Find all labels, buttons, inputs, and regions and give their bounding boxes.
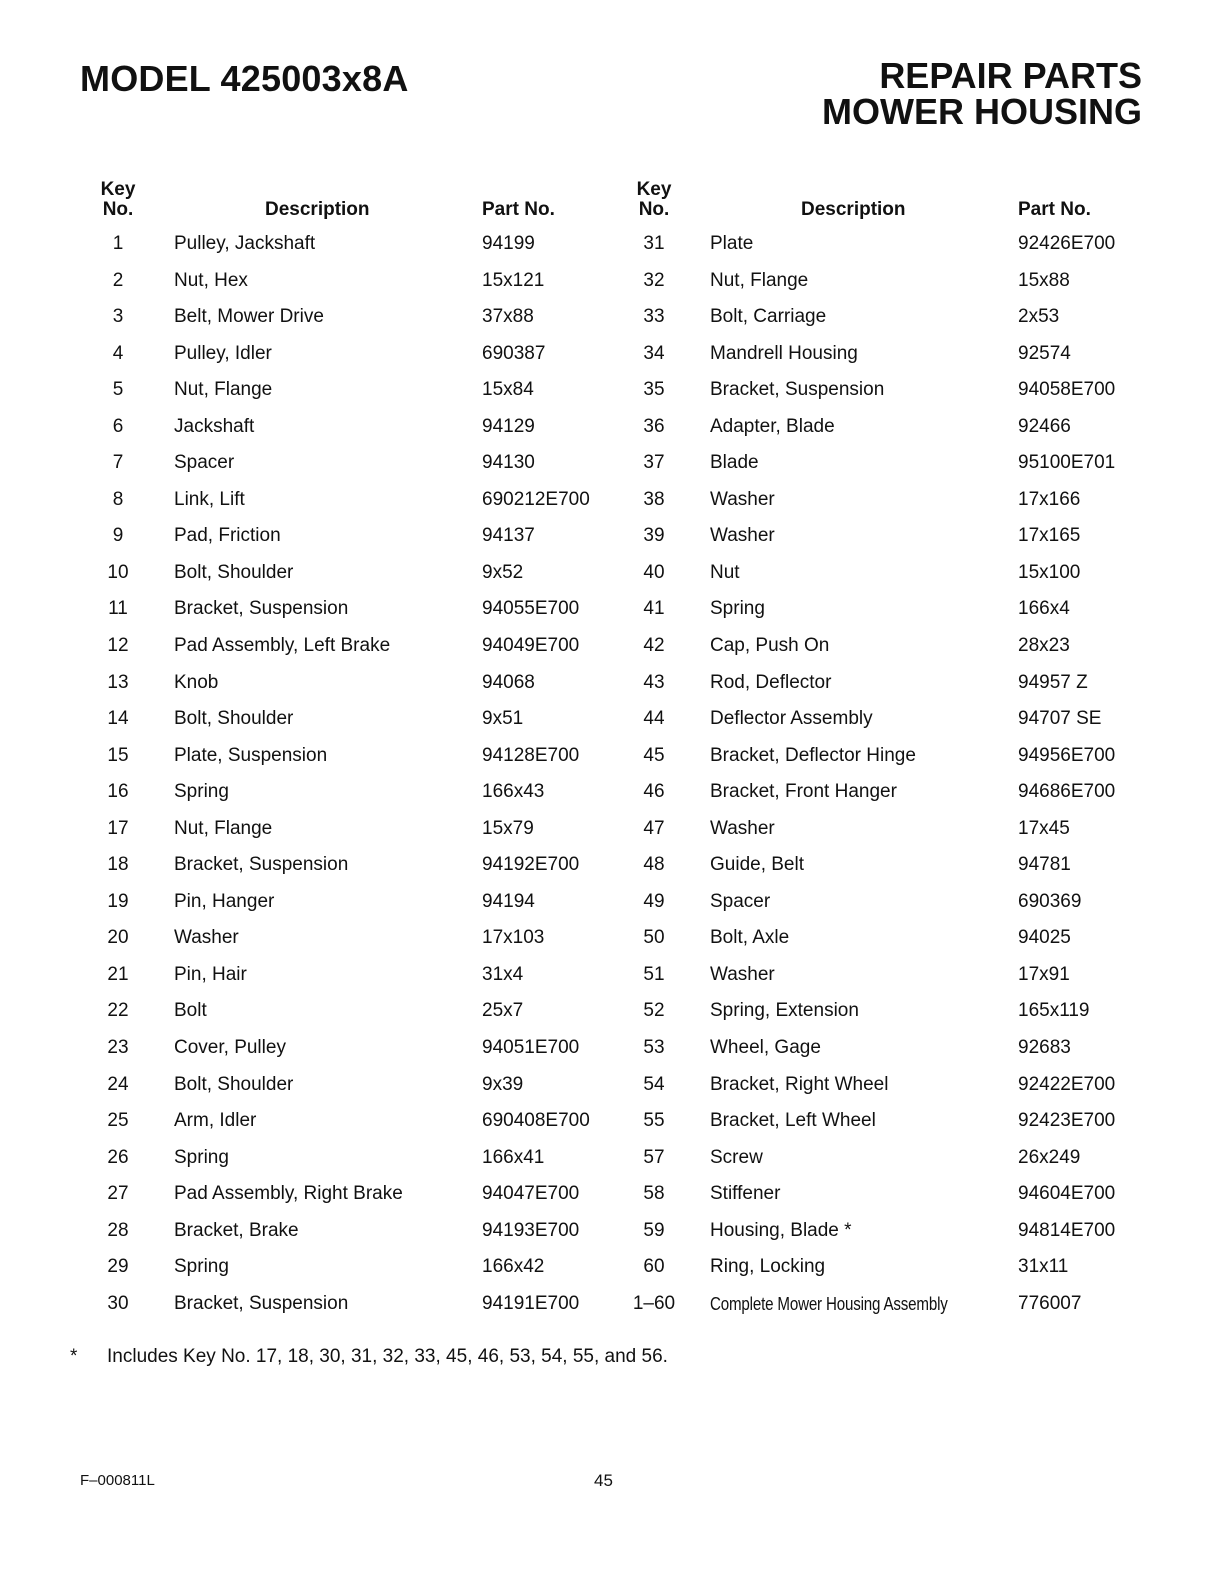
part-description: Wheel, Gage (710, 1037, 821, 1059)
parts-row (88, 740, 628, 777)
part-description: Cap, Push On (710, 635, 830, 657)
part-number: 25x7 (482, 1000, 524, 1022)
key-number: 47 (643, 817, 665, 839)
key-number: 16 (107, 781, 129, 803)
part-description: Nut, Flange (174, 817, 273, 839)
part-description: Bolt, Shoulder (174, 1073, 294, 1095)
part-number: 17x166 (1018, 488, 1081, 510)
key-number: 20 (107, 927, 129, 949)
left-parts-list (88, 228, 628, 1324)
part-number: 17x45 (1018, 817, 1070, 839)
part-description: Bolt (174, 1000, 207, 1022)
parts-row (88, 849, 628, 886)
part-number: 92422E700 (1018, 1073, 1116, 1095)
right-key-header (624, 180, 684, 220)
parts-row (88, 593, 628, 630)
part-number: 92574 (1018, 342, 1071, 364)
parts-row (88, 411, 628, 448)
part-number: 92683 (1018, 1037, 1071, 1059)
part-number: 94130 (482, 452, 535, 474)
key-number: 17 (107, 817, 129, 839)
parts-row (88, 959, 628, 996)
key-number: 8 (112, 488, 124, 510)
part-number: 31x4 (482, 963, 524, 985)
part-number: 166x43 (482, 781, 545, 803)
key-number: 40 (643, 561, 665, 583)
parts-row (624, 1105, 1164, 1142)
key-number: 34 (643, 342, 665, 364)
parts-row (624, 813, 1164, 850)
parts-row (88, 557, 628, 594)
parts-row (88, 1032, 628, 1069)
key-number: 41 (643, 598, 665, 620)
part-number: 28x23 (1018, 635, 1070, 657)
part-number: 9x39 (482, 1073, 524, 1095)
part-description: Spring (174, 1146, 229, 1168)
key-number: 3 (112, 306, 124, 328)
parts-row (624, 776, 1164, 813)
part-description: Pin, Hair (174, 963, 247, 985)
part-description: Plate (710, 233, 754, 254)
key-number: 6 (112, 415, 124, 437)
left-key-header-line2: No. (102, 199, 134, 220)
parts-row (624, 228, 1164, 265)
footnote-marker: * (70, 1346, 78, 1367)
parts-row (624, 667, 1164, 704)
part-description: Spacer (710, 890, 771, 912)
part-description: Spring, Extension (710, 1000, 859, 1022)
key-number: 2 (112, 269, 124, 291)
parts-row (88, 667, 628, 704)
key-number: 57 (643, 1146, 665, 1168)
part-description: Pulley, Idler (174, 342, 272, 364)
part-description: Spring (174, 781, 229, 803)
section-title-line1: REPAIR PARTS (879, 55, 1142, 96)
key-number: 31 (643, 233, 665, 254)
part-description: Ring, Locking (710, 1256, 826, 1278)
part-description: Spring (174, 1256, 229, 1278)
key-number: 1–60 (632, 1292, 676, 1314)
right-description-header: Description (801, 199, 906, 220)
part-number: 37x88 (482, 306, 534, 328)
key-number: 36 (643, 415, 665, 437)
right-parts-list (624, 228, 1164, 1324)
part-number: 690369 (1018, 890, 1082, 912)
part-number: 94068 (482, 671, 535, 693)
parts-row (88, 1178, 628, 1215)
part-number: 94956E700 (1018, 744, 1116, 766)
part-description: Jackshaft (174, 415, 255, 437)
part-number: 17x165 (1018, 525, 1081, 547)
page-number: 45 (594, 1471, 613, 1490)
part-number: 92426E700 (1018, 233, 1116, 254)
part-description: Bracket, Suspension (174, 854, 349, 876)
key-number: 39 (643, 525, 665, 547)
part-description: Washer (710, 817, 775, 839)
parts-row (88, 703, 628, 740)
parts-row (624, 374, 1164, 411)
parts-row (624, 447, 1164, 484)
key-number: 27 (107, 1183, 129, 1205)
part-number: 94047E700 (482, 1183, 580, 1205)
model-title: MODEL 425003x8A (80, 58, 409, 99)
parts-row (624, 484, 1164, 521)
part-description: Deflector Assembly (710, 708, 873, 730)
left-key-header (88, 180, 148, 220)
section-title-line2: MOWER HOUSING (822, 91, 1142, 132)
parts-row (88, 922, 628, 959)
part-number: 94129 (482, 415, 535, 437)
key-number: 45 (643, 744, 665, 766)
key-number: 5 (112, 379, 124, 401)
part-number: 94137 (482, 525, 535, 547)
key-number: 30 (107, 1292, 129, 1314)
key-number: 24 (107, 1073, 129, 1095)
part-description: Pin, Hanger (174, 890, 275, 912)
parts-row (624, 740, 1164, 777)
part-number: 92423E700 (1018, 1110, 1116, 1132)
part-number: 9x51 (482, 708, 524, 730)
part-number: 94128E700 (482, 744, 580, 766)
part-description: Complete Mower Housing Assembly (710, 1293, 948, 1314)
key-number: 58 (643, 1183, 665, 1205)
part-description: Housing, Blade * (710, 1219, 852, 1241)
part-description: Blade (710, 452, 759, 474)
parts-row (88, 1069, 628, 1106)
parts-row (88, 520, 628, 557)
parts-row (88, 338, 628, 375)
right-part-no-header: Part No. (1018, 199, 1091, 220)
key-number: 53 (643, 1037, 665, 1059)
part-description: Nut, Flange (174, 379, 273, 401)
form-id: F–000811L (80, 1472, 155, 1489)
key-number: 4 (112, 342, 124, 364)
part-number: 94193E700 (482, 1219, 580, 1241)
part-description: Knob (174, 671, 219, 693)
part-number: 94604E700 (1018, 1183, 1116, 1205)
part-number: 94191E700 (482, 1292, 580, 1314)
parts-row (624, 1178, 1164, 1215)
right-key-header-line1: Key (636, 179, 672, 200)
part-description: Bolt, Shoulder (174, 561, 294, 583)
parts-row (624, 557, 1164, 594)
part-number: 15x88 (1018, 269, 1070, 291)
part-description: Bracket, Suspension (174, 1292, 349, 1314)
part-number: 15x84 (482, 379, 534, 401)
parts-row (88, 374, 628, 411)
part-number: 94194 (482, 890, 535, 912)
part-number: 94814E700 (1018, 1219, 1116, 1241)
key-number: 38 (643, 488, 665, 510)
part-description: Bolt, Carriage (710, 306, 827, 328)
key-number: 32 (643, 269, 665, 291)
part-number: 166x41 (482, 1146, 545, 1168)
part-number: 166x42 (482, 1256, 545, 1278)
part-description: Nut (710, 561, 740, 583)
parts-row (624, 1142, 1164, 1179)
part-description: Washer (710, 963, 775, 985)
parts-row (88, 1215, 628, 1252)
parts-row (88, 1288, 628, 1325)
part-number: 17x103 (482, 927, 545, 949)
parts-row (624, 703, 1164, 740)
key-number: 52 (643, 1000, 665, 1022)
part-description: Bracket, Front Hanger (710, 781, 897, 803)
key-number: 11 (108, 598, 128, 620)
parts-row (624, 265, 1164, 302)
part-number: 94055E700 (482, 598, 580, 620)
part-number: 95100E701 (1018, 452, 1116, 474)
key-number: 44 (643, 708, 665, 730)
parts-row (624, 886, 1164, 923)
part-description: Washer (710, 488, 775, 510)
parts-row (88, 1105, 628, 1142)
key-number: 35 (643, 379, 665, 401)
key-number: 50 (643, 927, 665, 949)
part-number: 690387 (482, 342, 546, 364)
parts-row (88, 1251, 628, 1288)
part-description: Bracket, Left Wheel (710, 1110, 876, 1132)
parts-row (88, 995, 628, 1032)
parts-row (88, 265, 628, 302)
part-number: 94192E700 (482, 854, 580, 876)
parts-row (624, 849, 1164, 886)
part-number: 26x249 (1018, 1146, 1081, 1168)
part-description: Bracket, Brake (174, 1219, 299, 1241)
part-description: Pad Assembly, Left Brake (174, 635, 391, 657)
part-description: Spacer (174, 452, 235, 474)
part-number: 94049E700 (482, 635, 580, 657)
parts-row (624, 411, 1164, 448)
part-description: Link, Lift (174, 488, 245, 510)
part-description: Adapter, Blade (710, 415, 835, 437)
parts-row (624, 1032, 1164, 1069)
key-number: 55 (643, 1110, 665, 1132)
left-part-no-header: Part No. (482, 199, 555, 220)
part-number: 94058E700 (1018, 379, 1116, 401)
key-number: 54 (643, 1073, 665, 1095)
part-number: 166x4 (1018, 598, 1070, 620)
key-number: 9 (112, 525, 124, 547)
part-description: Stiffener (710, 1183, 781, 1205)
right-key-header-line2: No. (638, 199, 670, 220)
key-number: 10 (107, 561, 129, 583)
part-number: 17x91 (1018, 963, 1070, 985)
parts-row (88, 776, 628, 813)
key-number: 7 (112, 452, 124, 474)
part-description: Washer (710, 525, 775, 547)
part-number: 776007 (1018, 1292, 1082, 1314)
key-number: 42 (643, 635, 665, 657)
key-number: 46 (643, 781, 665, 803)
part-number: 15x79 (482, 817, 534, 839)
key-number: 29 (107, 1256, 129, 1278)
key-number: 15 (107, 744, 129, 766)
key-number: 19 (107, 890, 129, 912)
part-description: Screw (710, 1146, 763, 1168)
key-number: 14 (107, 708, 129, 730)
parts-row (88, 447, 628, 484)
key-number: 37 (643, 452, 665, 474)
key-number: 26 (107, 1146, 129, 1168)
key-number: 48 (643, 854, 665, 876)
part-description: Belt, Mower Drive (174, 306, 324, 328)
part-description: Bolt, Shoulder (174, 708, 294, 730)
part-number: 15x100 (1018, 561, 1081, 583)
parts-row (624, 1215, 1164, 1252)
part-description: Mandrell Housing (710, 342, 858, 364)
key-number: 60 (643, 1256, 665, 1278)
parts-row (624, 922, 1164, 959)
left-description-header: Description (265, 199, 370, 220)
key-number: 51 (643, 963, 665, 985)
parts-row (88, 484, 628, 521)
part-number: 9x52 (482, 561, 524, 583)
part-description: Bolt, Axle (710, 927, 790, 949)
parts-row (624, 1288, 1164, 1325)
key-number: 13 (107, 671, 129, 693)
part-number: 94957 Z (1018, 671, 1088, 693)
parts-row (88, 301, 628, 338)
parts-row (88, 228, 628, 265)
part-number: 92466 (1018, 415, 1071, 437)
key-number: 21 (107, 963, 129, 985)
parts-row (88, 886, 628, 923)
part-description: Bracket, Suspension (174, 598, 349, 620)
key-number: 18 (107, 854, 129, 876)
parts-row (624, 630, 1164, 667)
key-number: 28 (107, 1219, 129, 1241)
part-description: Guide, Belt (710, 854, 804, 876)
part-description: Rod, Deflector (710, 671, 832, 693)
part-description: Bracket, Suspension (710, 379, 885, 401)
part-number: 690212E700 (482, 488, 590, 510)
part-description: Cover, Pulley (174, 1037, 286, 1059)
parts-row (624, 959, 1164, 996)
part-description: Bracket, Deflector Hinge (710, 744, 916, 766)
parts-row (88, 630, 628, 667)
parts-row (624, 338, 1164, 375)
left-key-header-line1: Key (100, 179, 136, 200)
part-description: Washer (174, 927, 239, 949)
part-description: Pulley, Jackshaft (174, 233, 316, 254)
parts-row (624, 520, 1164, 557)
parts-row (624, 1251, 1164, 1288)
part-number: 94051E700 (482, 1037, 580, 1059)
part-description: Nut, Flange (710, 269, 809, 291)
key-number: 49 (643, 890, 665, 912)
part-number: 690408E700 (482, 1110, 590, 1132)
part-number: 94781 (1018, 854, 1071, 876)
section-title (822, 55, 1142, 132)
footnote-text: Includes Key No. 17, 18, 30, 31, 32, 33, 45, 46, 53, 54, 55, and 56. (107, 1346, 668, 1367)
key-number: 33 (643, 306, 665, 328)
parts-row (88, 813, 628, 850)
key-number: 43 (643, 671, 665, 693)
parts-row (624, 1069, 1164, 1106)
part-number: 94686E700 (1018, 781, 1116, 803)
key-number: 59 (643, 1219, 665, 1241)
part-description: Pad Assembly, Right Brake (174, 1183, 403, 1205)
part-number: 94025 (1018, 927, 1071, 949)
parts-row (624, 593, 1164, 630)
key-number: 25 (107, 1110, 129, 1132)
parts-row (88, 1142, 628, 1179)
part-description: Arm, Idler (174, 1110, 257, 1132)
part-number: 165x119 (1018, 1000, 1090, 1022)
key-number: 1 (112, 233, 124, 254)
part-description: Plate, Suspension (174, 744, 328, 766)
parts-row (624, 995, 1164, 1032)
key-number: 22 (107, 1000, 129, 1022)
part-description: Spring (710, 598, 765, 620)
part-number: 94199 (482, 233, 535, 254)
part-description: Bracket, Right Wheel (710, 1073, 889, 1095)
parts-row (624, 301, 1164, 338)
part-number: 31x11 (1018, 1256, 1069, 1278)
key-number: 12 (107, 635, 129, 657)
key-number: 23 (107, 1037, 129, 1059)
footnote (70, 1346, 668, 1368)
part-number: 94707 SE (1018, 708, 1102, 730)
part-number: 15x121 (482, 269, 545, 291)
part-description: Nut, Hex (174, 269, 248, 291)
part-number: 2x53 (1018, 306, 1060, 328)
part-description: Pad, Friction (174, 525, 281, 547)
